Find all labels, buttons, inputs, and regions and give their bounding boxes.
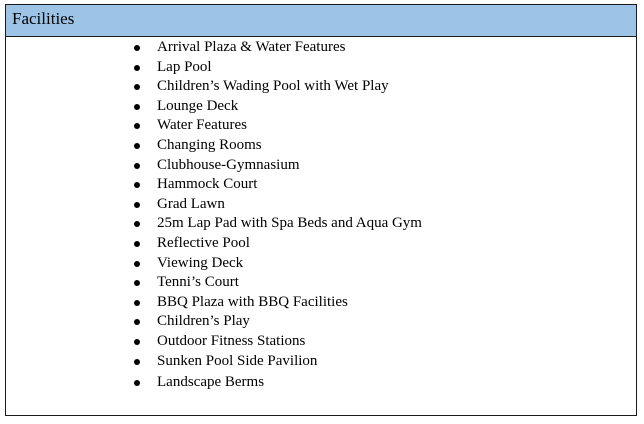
list-item-label: Sunken Pool Side Pavilion bbox=[157, 352, 318, 369]
bullet-icon bbox=[134, 261, 140, 267]
list-item-label: Outdoor Fitness Stations bbox=[157, 332, 306, 349]
bullet-icon bbox=[134, 359, 140, 365]
list-item-label: 25m Lap Pad with Spa Beds and Aqua Gym bbox=[157, 215, 422, 232]
table-header: Facilities bbox=[6, 5, 636, 37]
bullet-icon bbox=[134, 221, 140, 227]
list-item-label: Lounge Deck bbox=[157, 97, 239, 114]
bullet-icon bbox=[134, 202, 140, 208]
bullet-icon bbox=[134, 163, 140, 169]
bullet-icon bbox=[134, 280, 140, 286]
bullet-icon bbox=[134, 380, 140, 386]
bullet-icon bbox=[134, 65, 140, 71]
bullet-icon bbox=[134, 123, 140, 129]
list-item-label: Viewing Deck bbox=[157, 254, 244, 271]
list-item-label: Grad Lawn bbox=[157, 195, 225, 212]
list-item-label: Water Features bbox=[157, 117, 247, 134]
list-item-label: Arrival Plaza & Water Features bbox=[157, 39, 346, 55]
list-item-label: Changing Rooms bbox=[157, 136, 262, 153]
bullet-icon bbox=[134, 300, 140, 306]
list-item-label: Tenni’s Court bbox=[157, 274, 239, 291]
list-item-label: Children’s Play bbox=[157, 313, 250, 330]
list-item-label: Landscape Berms bbox=[157, 374, 265, 391]
bullet-icon bbox=[134, 319, 140, 325]
list-item-label: Reflective Pool bbox=[157, 234, 250, 251]
bullet-icon bbox=[134, 241, 140, 247]
list-item-label: Lap Pool bbox=[157, 58, 212, 75]
bullet-icon bbox=[134, 84, 140, 90]
list-item-label: Hammock Court bbox=[157, 176, 258, 193]
bullet-icon bbox=[134, 339, 140, 345]
list-item-label: Children’s Wading Pool with Wet Play bbox=[157, 78, 389, 95]
bullet-icon bbox=[134, 104, 140, 110]
bullet-icon bbox=[134, 182, 140, 188]
bullet-icon bbox=[134, 45, 140, 51]
bullet-icon bbox=[134, 143, 140, 149]
list-item-label: Clubhouse-Gymnasium bbox=[157, 156, 300, 173]
facilities-table bbox=[5, 4, 637, 416]
list-item-label: BBQ Plaza with BBQ Facilities bbox=[157, 293, 348, 310]
